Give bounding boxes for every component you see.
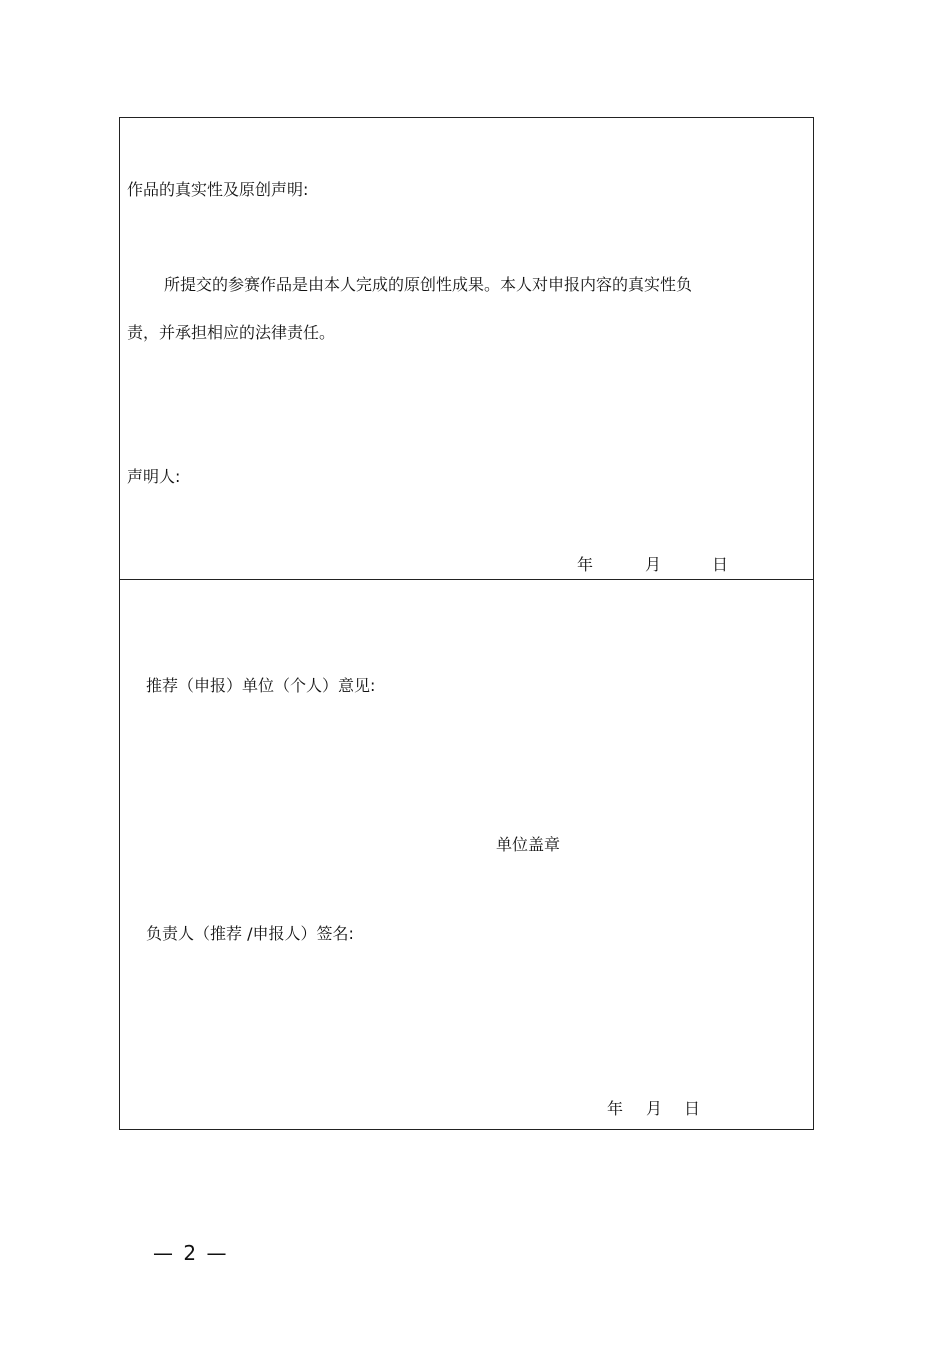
page-number: — 2 —: [153, 1241, 229, 1265]
declaration-date-line: [120, 555, 813, 575]
recommendation-date-line: [120, 1099, 813, 1119]
declaration-section: [120, 118, 813, 580]
responsible-person-signature-label: 负责人（推荐 /申报人）签名:: [146, 924, 354, 943]
recommendation-opinion-label: 推荐（申报）单位（个人）意见:: [146, 676, 376, 695]
recommendation-date-year: 年: [607, 1099, 624, 1118]
recommendation-date-day: 日: [684, 1099, 701, 1118]
recommendation-section: [120, 580, 813, 1129]
declaration-heading: 作品的真实性及原创声明:: [127, 180, 309, 199]
unit-seal-label: 单位盖章: [496, 835, 561, 854]
form-table: [119, 117, 814, 1130]
declaration-date-month: 月: [645, 555, 662, 574]
declaration-paragraph-line1: 所提交的参赛作品是由本人完成的原创性成果。本人对申报内容的真实性负: [164, 275, 693, 294]
recommendation-date-month: 月: [646, 1099, 663, 1118]
declaration-date-day: 日: [712, 555, 729, 574]
declaration-paragraph-line2: 责，并承担相应的法律责任。: [127, 323, 336, 342]
declaration-date-year: 年: [577, 555, 594, 574]
declarant-label: 声明人:: [127, 467, 181, 486]
